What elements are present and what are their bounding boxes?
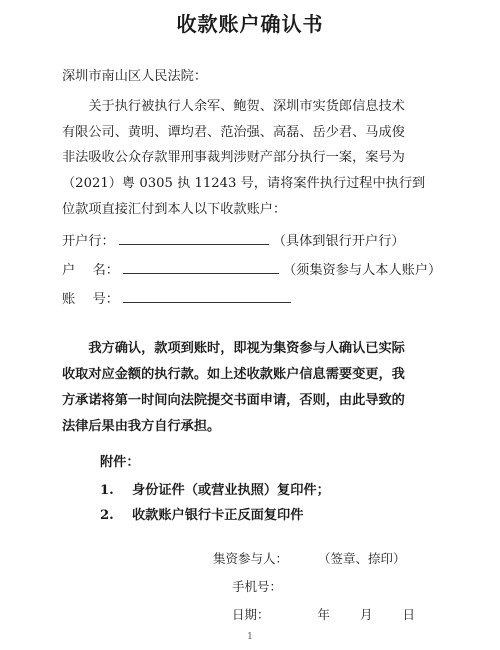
confirmation-line: 方承诺将第一时间向法院提交书面申请，否则，由此导致的 (62, 393, 405, 408)
participant-label: 集资参与人： (213, 551, 289, 566)
paragraph-line: 非法吸收公众存款罪刑事裁判涉财产部分执行一案，案号为 (62, 150, 405, 165)
participant-note: （签章、捺印） (318, 551, 406, 566)
bank-input-line[interactable] (119, 232, 269, 245)
paragraph-line: 有限公司、黄明、谭均君、范治强、高磊、岳少君、马成俊 (62, 125, 405, 140)
attachment-text: 身份证件（或营业执照）复印件； (132, 483, 330, 498)
confirmation-line: 收取对应金额的执行款。如上述收款账户信息需要变更，我 (62, 367, 405, 382)
account-name-note: （须集资参与人本人账户） (282, 263, 442, 278)
paragraph-text: 关于执行被执行人余军、鲍贺、深圳市实货郎信息技术 (88, 99, 405, 114)
account-number-input-line[interactable] (123, 290, 291, 303)
phone-row (232, 577, 282, 595)
participant-signature-row (213, 549, 406, 567)
date-year: 年 (317, 607, 331, 622)
account-number-field-row (62, 290, 295, 309)
phone-label: 手机号： (232, 579, 283, 594)
attachment-text: 收款账户银行卡正反面复印件 (132, 508, 304, 523)
attachment-number: 1. (100, 483, 114, 498)
paragraph-line: （2021）粤 0305 执 11243 号，请将案件执行过程中执行到 (62, 176, 426, 191)
date-row (232, 605, 415, 623)
confirmation-text: 我方确认，款项到账时，即视为集资参与人确认已实际 (88, 341, 405, 356)
attachment-item (100, 479, 330, 498)
bank-note: （具体到银行开户行） (272, 234, 405, 249)
bank-label: 开户行： (62, 234, 115, 249)
paragraph-line (62, 98, 452, 116)
attachments-heading: 附件： (100, 455, 140, 470)
bank-field-row (62, 232, 405, 251)
addressee: 深圳市南山区人民法院： (62, 69, 208, 84)
date-day: 日 (402, 607, 416, 622)
date-label: 日期： (232, 607, 270, 622)
account-name-label: 户 名： (62, 263, 119, 278)
page-number: 1 (247, 632, 253, 642)
confirmation-line (62, 340, 452, 358)
paragraph-line: 位款项直接汇付到本人以下收款账户： (62, 202, 287, 217)
attachment-item (100, 504, 303, 523)
account-name-input-line[interactable] (123, 261, 279, 274)
confirmation-line: 法律后果由我方自行承担。 (62, 419, 221, 434)
account-name-field-row (62, 261, 441, 280)
attachment-number: 2. (100, 508, 114, 523)
account-number-label: 账 号： (62, 292, 119, 307)
date-month: 月 (360, 607, 373, 622)
document-title: 收款账户确认书 (176, 12, 324, 36)
